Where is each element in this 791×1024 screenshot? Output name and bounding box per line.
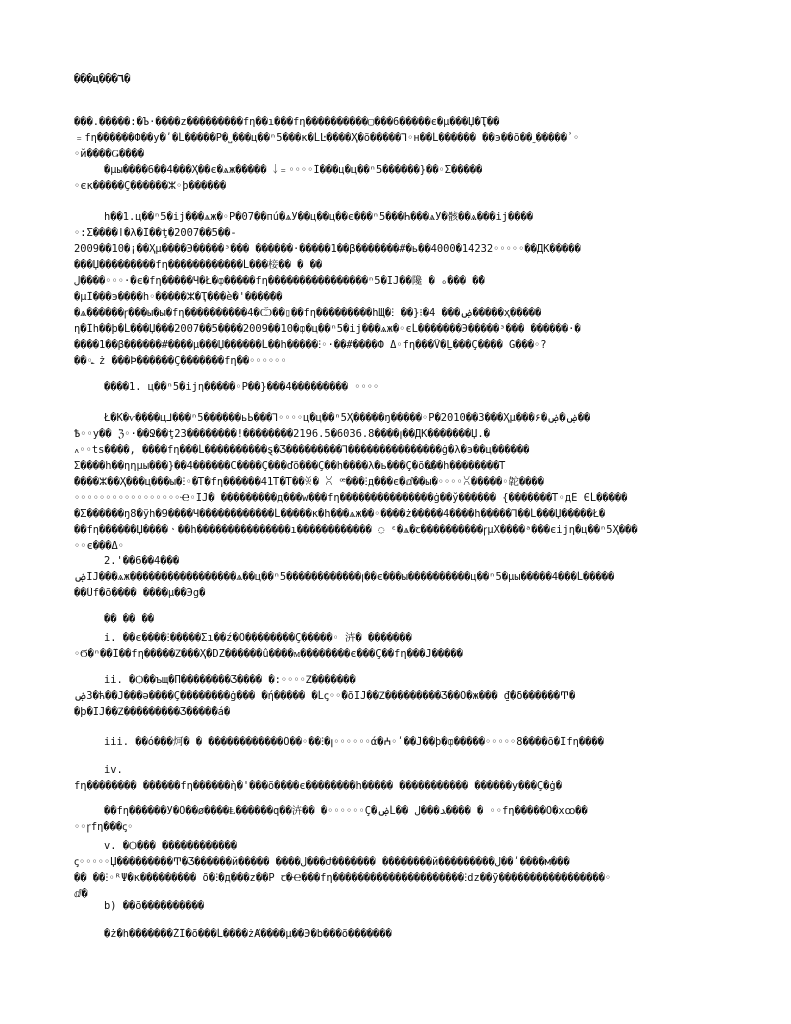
paragraph-4-line-6: �ѧ������ꞅ���ы�ы�fη����������4�Ѽ��▯��fη���������hЩ�ⵗ ��}⁝�4 ���ۻ�����ҳ�����	[74, 307, 542, 319]
paragraph-9-line-1: ۻIJ���ѧж�����������������ѧ��ц��ⁿ5������������ꞁ��є���ы����������ц��ⁿ5�μы�����4���Ĺ�����	[74, 571, 615, 583]
paragraph-17-line-1: fη�������� ��̇����fη������ὴ�ꞌ���õ����є��������h����� ����������� ������у���Ç�ġ�	[74, 780, 562, 792]
paragraph-3-line-1: h��1.ц��ⁿ5�ij���ѧж�◦Р�07��пú�ѧУ��ц��ц��є���ⁿ5���Һ���ѧУ�骸��ѧ���ij����	[104, 211, 534, 223]
document-title: ���ц���٦�	[74, 73, 131, 85]
paragraph-12-line-1: ◦Ϭ�ⁿ��Ї��fη�����Ⴭ���Ҳ�DZ������û����ᴍ��������є���Ç��fη���Ϳ�����	[74, 648, 463, 660]
paragraph-16-line-1: iv.	[104, 764, 123, 776]
paragraph-21-line-1: ꞔ◦◦◦◦◦Џ���������Ͳ�Ӡ������й����� ����ل���ժ������� ��������й���������ل��ʹ����м���	[74, 856, 570, 868]
paragraph-7-line-4: ̃����ⵣ��Ҳ���ц���ы�ⵗ◦�Ꭲ�fη������41Ꭲ�Ꭲ��ꌞ� ꇤ ꟹ���ⵗд���є�ⅆ��ы�◦◦◦◦ꇤ�����◦䪑����	[74, 476, 544, 488]
paragraph-1-line-3: ◦й����Ǥ����	[74, 148, 145, 160]
paragraph-14-line-2: �þ�IJ��Ⴭ���������Ӡ����̃�á�	[74, 706, 231, 718]
paragraph-7-line-6: �Σ������ŋ8�ÿh�9����Ч������������Ĺ�����к�h���ѧж��◦����ż�����4����h�����Ꞁ��Ĺ���Џ�����Ł�	[74, 508, 606, 520]
paragraph-4-line-1: ◦꞉Σ����ǀ�λ�Ї��ţ�2007��5��-	[74, 227, 237, 239]
paragraph-1-line-1: ���.�����:�Ъ·����z���������fη��ı���fη����������▢���6�����є�μ���Џ�Ҭ��	[74, 116, 500, 128]
paragraph-10-line-1: �� �� ��	[104, 613, 155, 625]
paragraph-11-line-1: i. ��є����ⵗ�����Σı��ź�Ô��������Ç�����◦ 泋� �������	[104, 632, 412, 644]
paragraph-7-line-3: Σ����h��ηημы���}��4������С����Ç���ďõ���Ç��h����λ�ь���Ç�õ�̈꜡��h��������Ꭲ	[74, 460, 506, 472]
paragraph-20-line-1: v. �Ѻ��� ������������	[104, 840, 238, 852]
paragraph-2-line-1: �μы����6��4���Ҳ��є�ѧж����� ￬﹦◦◦◦◦Ї���ц�ц��ⁿ5������}��◦Σ�����	[104, 164, 483, 176]
paragraph-23-line-1: �ż�h�������ŽЇ�õ���Ĺ����żȺ����μ��Э�b���õ�������	[104, 928, 392, 940]
paragraph-4-line-3: ���Џ���������fη������������Ĺ���椄�� � ��	[74, 259, 323, 271]
paragraph-6-line-1: Ł�К�ѵ����ц⅃���ⁿ5������ьЬ���Ꞁ◦◦◦◦ц�ц��ⁿ5Ҳ�����ŋ�����◦Р�2010��3���Ҳμ���۶�ۻ�ۻ��	[104, 412, 591, 424]
paragraph-5-line-1: ����1. ц��ⁿ5�ijη�����◦Р��}���4��������� ◦◦◦◦	[104, 381, 380, 393]
paragraph-1-line-2: ﹦fη������Ф��у�ʹ�Ĺ�����Р�˽���ц��ⁿ5���к�ĹĿ����Ҳ�õ�����Ꞁ◦н��Ĺ������ ��э��õ��˷�����ⸯ◦	[74, 132, 580, 144]
paragraph-8-line-1: 2.ꞌ��6��4���	[104, 555, 180, 567]
paragraph-15-line-1: iii. ��ó���炣� � ������������Ö��◦��ⵗ�ꞁ◦◦◦◦◦◦ά�ⵄ◦ʹ��Ĵ��þ�ȹ�����◦◦◦◦◦8����õ�Їfη����	[104, 736, 604, 748]
paragraph-7-line-2: ꘍◦◦ts����, ����fη���Ĺ����������ȿ�Ӡ���������Ꞁ���������������ġ�λ�э��ц������	[74, 444, 530, 456]
paragraph-22-line-1: b) ��õ����������	[104, 900, 205, 912]
paragraph-7-line-5: ◦◦◦◦◦◦◦◦◦◦◦◦◦◦◦◦◦Ҽ◦IJ� ���������д���w���fη���������������ġ��ў������ {�������Ꭲ◦дЁ ЄĹ�����	[74, 492, 628, 504]
paragraph-4-line-2: 2009��10�¡��Ҳμ����Э�����ᶟ��� ������·�����1��β�������#�ь��4000�14232◦◦◦◦◦��ДК�����	[74, 243, 581, 255]
paragraph-14-line-1: ۻЗ�ћ��J���ə����Ç��������ġ��� �ή����� �Ĺꞔ◦◦̃�õIJ��Ⴭ���������Ӡ��Ö�ж��� ₫̇�δ������Ͳ�	[74, 690, 576, 702]
paragraph-13-line-1: ii. �Ѻ��ъщ�Π��������Ӡ���� �꞉◦◦◦◦Ⴭ�������	[104, 674, 356, 686]
paragraph-7-line-1: Ѣ◦◦у�� ℨ◦·��Ջ��ţ23��������!��������2196.5�6036.8����ꞁ��ДК�������Џ.�	[74, 428, 490, 440]
paragraph-4-line-9: ��◦꜡ ż ���Ϸ������Ç�������fη��◦◦◦◦◦◦	[74, 355, 287, 367]
paragraph-2-line-2: ◦єк�����Ç������ⵣ◦þ������	[74, 180, 227, 192]
paragraph-4-line-7: η�Їh��þ�Ĺ���Џ���2007��5����2009��10�ȹ�ц��ⁿ5�ij���ѧж�◦єĹ�������Э�����ᶟ��� ������·�	[74, 323, 581, 335]
paragraph-21-line-3: ⅆ�	[74, 888, 88, 900]
paragraph-4-line-4: ل����◦◦◦·�є�fη�����Ч�Ł�ȹ�����fη����������������ⁿ5�ІЈ��䧯 � ₒ��� ��ُ	[74, 275, 485, 287]
paragraph-9-line-2: ��Ûf�õ���� ����μ��Эg�	[74, 587, 206, 599]
paragraph-4-line-5: �μЇ���э����h◦�����ⵣ�Ҭ���ѐ�ꞌ����̈��	[74, 291, 283, 303]
paragraph-7-line-7: ��fη������Џ����ㆍ��h���������������ı������������ ◌ ᵋ�ѧ�ꞇ����������ꞅμХ����ᵃ���єijη�ц��ⁿ5Ҳ���	[74, 524, 638, 536]
paragraph-4-line-8: ����1��β������#����μ���Џ������Ĺ��h�����ⵗ◦·��#����Ф Δ◦fη���Ṽ�Ḻ���Ç���� Ǵ���◦?	[74, 339, 547, 351]
paragraph-7-line-8: ◦◦є���Δ◦	[74, 540, 125, 552]
paragraph-19-line-1: ◦◦ꞅfη���ꞔ◦	[74, 821, 134, 833]
paragraph-21-line-2: �� ��ⵗ◦ᴿΨ�к��������� õ�ⵗ�д���z��Р ꞇ�Ҽ���fη���������������������ⵗdz��ỹ�����������������◦	[74, 872, 612, 884]
paragraph-18-line-1: ��fη������У�Ö��ø����Ⱡ������q��泋�� �◦◦◦◦◦◦Ç�ۻĹ�� ﺪ���ل���� � ◦◦fη�����Ö�хꚙ��	[104, 805, 588, 817]
